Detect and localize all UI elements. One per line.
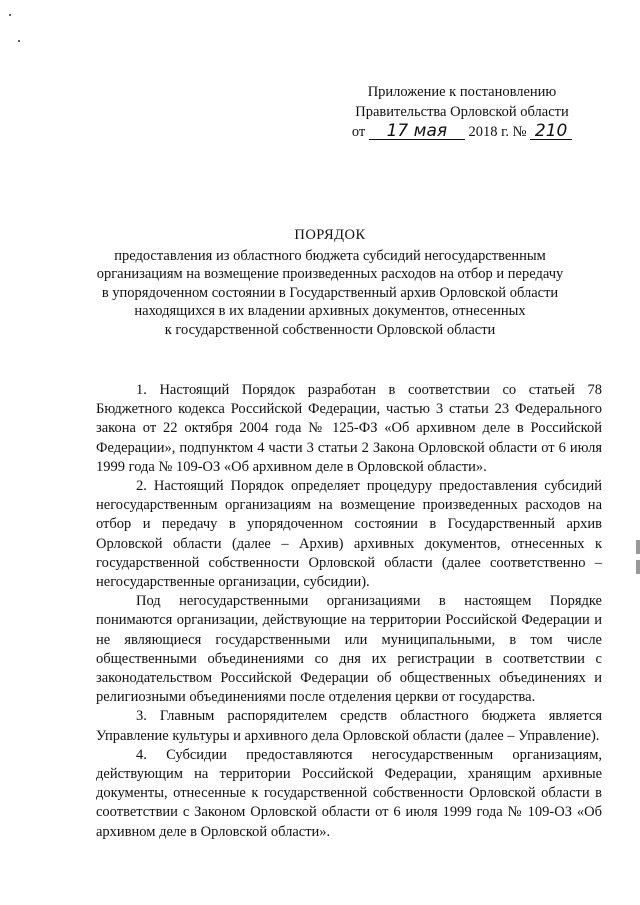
paragraph-1: 1. Настоящий Порядок разработан в соответствии со статьей 78 Бюджетного кодекса Российской Федерации, частью 3 статьи 23 Федерального закона от 22 октября 2004 года № 125-ФЗ «Об архивном деле в Российской Федерации», подпунктом 4 части 3 статьи 2 Закона Орловской области от 6 июля 1999 года № 109-ОЗ «Об архивном деле в Орловской области». [96, 382, 602, 475]
handwritten-date: 17 мая [369, 123, 465, 140]
title-subtitle-line: находящихся в их владении архивных документов, отнесенных [134, 303, 526, 319]
annex-date-line [342, 122, 582, 142]
title-subtitle-line: организациям на возмещение произведенных расходов на отбор и передачу [96, 266, 564, 282]
scan-edge-mark [636, 540, 640, 554]
document-title [80, 226, 580, 339]
title-heading: ПОРЯДОК [294, 227, 366, 243]
title-subtitle-line: к государственной собственности Орловской области [164, 321, 496, 338]
annex-header [342, 82, 582, 142]
scan-speck [9, 14, 11, 16]
date-prefix: от [351, 124, 366, 140]
document-body [96, 381, 602, 842]
handwritten-number: 210 [530, 123, 572, 140]
paragraph-2-definition: Под негосударственными организациями в настоящем Порядке понимаются организации, действующие на территории Российской Федерации и не являющиеся государственными или муниципальными, в том числе общественными объединениями со дня их регистрации в соответствии с законодательством Российской Федерации об общественных объединениях и религиозными объединениями после отделения церкви от государства. [96, 593, 602, 706]
date-year: 2018 г. № [468, 124, 527, 140]
paragraph-4: 4. Субсидии предоставляются негосударственным организациям, действующим на территории Российской Федерации, хранящим архивные документы, отнесенные к государственной собственности Орловской области в соответствии с Законом Орловской области от 6 июля 1999 года № 109-ОЗ «Об архивном деле в Орловской области». [96, 746, 602, 840]
scan-edge-mark [636, 560, 640, 574]
scan-speck [18, 40, 20, 42]
paragraph-3: 3. Главным распорядителем средств областного бюджета является Управление культуры и архивного дела Орловской области (далее – Управление). [96, 708, 602, 744]
annex-line-1: Приложение к постановлению [367, 84, 557, 100]
annex-line-2: Правительства Орловской области [355, 104, 569, 120]
paragraph-2: 2. Настоящий Порядок определяет процедуру предоставления субсидий негосударственным организациям на возмещение произведенных расходов на отбор и передачу в упорядоченном состоянии в Государственный архив Орловской области (далее – Архив) архивных документов, отнесенных к государственной собственности Орловской области (далее соответственно – негосударственные организации, субсидии). [96, 478, 602, 591]
title-subtitle-line: предоставления из областного бюджета субсидий негосударственным [114, 247, 546, 264]
title-subtitle-line: в упорядоченном состоянии в Государственный архив Орловской области [101, 284, 559, 301]
